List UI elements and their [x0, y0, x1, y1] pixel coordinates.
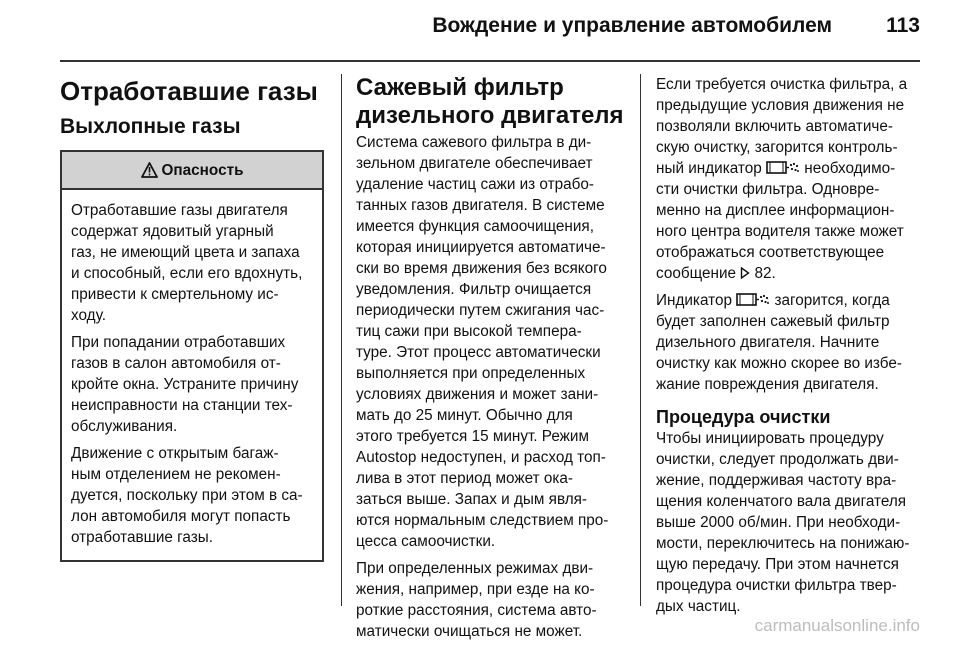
page-reference-arrow-icon — [740, 267, 750, 279]
subsection-heading: Процедура очистки — [656, 407, 831, 427]
danger-paragraph: Движение с открытым багаж- ным отделением не рекомен- дуется, поскольку при этом в са- лон автомобиля могут попасть отработавшие газы. — [71, 445, 303, 546]
warning-triangle-icon — [141, 162, 158, 178]
column-separator — [341, 74, 342, 606]
column-1 — [60, 74, 324, 562]
danger-box-header — [62, 152, 322, 190]
section-heading: Отработавшие газы — [60, 76, 318, 106]
danger-box-title: Опасность — [161, 161, 244, 179]
body-paragraph: При определенных режимах дви- жения, например, при езде на ко- роткие расстояния, система авто- матически очищаться не может. — [356, 560, 597, 640]
column-separator — [640, 74, 641, 606]
column-3 — [656, 74, 922, 623]
danger-box — [60, 150, 324, 562]
body-paragraph: Индикатор загорится, когда будет заполнен сажевый фильтр дизельного двигателя. Начните очистку как можно скорее во избе- жание повреждения двигателя. — [656, 292, 902, 393]
danger-box-body — [62, 190, 322, 560]
danger-paragraph: Отработавшие газы двигателя содержат ядовитый угарный газ, не имеющий цвета и запаха и способный, если его вдохнуть, привести к смертельному ис- ходу. — [71, 202, 303, 324]
subsection-heading: Выхлопные газы — [60, 115, 241, 138]
page-number: 113 — [886, 14, 920, 37]
diesel-particulate-filter-icon — [766, 160, 800, 175]
body-paragraph: Если требуется очистка фильтра, а предыдущие условия движения не позволяли включить автоматиче- скую очистку, загорится контроль- ный индикатор необходимо- сти очистки фильтра. Одновре- менно на дисплее информацион- ного центра водителя также может отображаться соответствующее сообщение 82. — [656, 76, 908, 282]
section-heading: Сажевый фильтр дизельного двигателя — [356, 74, 624, 129]
danger-paragraph: При попадании отработавших газов в салон автомобиля от- кройте окна. Устраните причину неисправности на станции тех- обслуживания. — [71, 334, 299, 435]
header-rule — [60, 60, 920, 62]
diesel-particulate-filter-icon — [736, 292, 770, 307]
column-2 — [356, 74, 628, 648]
body-paragraph: Чтобы инициировать процедуру очистки, следует продолжать дви- жение, поддерживая частоту вра- щения коленчатого вала двигателя выше 2000 об/мин. При необходи- мости, переключитесь на понижаю- щую передачу. При этом начнется процедура очистки фильтра твер- дых частиц. — [656, 430, 910, 615]
header-title: Вождение и управление автомобилем — [432, 14, 832, 37]
body-paragraph: Система сажевого фильтра в ди- зельном двигателе обеспечивает удаление частиц сажи из отрабо- танных газов двигателя. В системе имеется функция самоочищения, которая инициируется автоматиче- ски во время движения без всякого уведомления. Фильтр очищается периодически путем сжигания час- тиц сажи при высокой темпера- туре. Этот процесс автоматически выполняется при определенных условиях движения и может зани- мать до 25 минут. Обычно для этого требуется 15 минут. Режим Autostop недоступен, и расход топ- лива в этот период может ока- заться выше. Запах и дым явля- ются нормальным следствием про- цесса самоочистки. — [356, 134, 609, 550]
watermark: carmanualsonline.info — [754, 616, 920, 635]
